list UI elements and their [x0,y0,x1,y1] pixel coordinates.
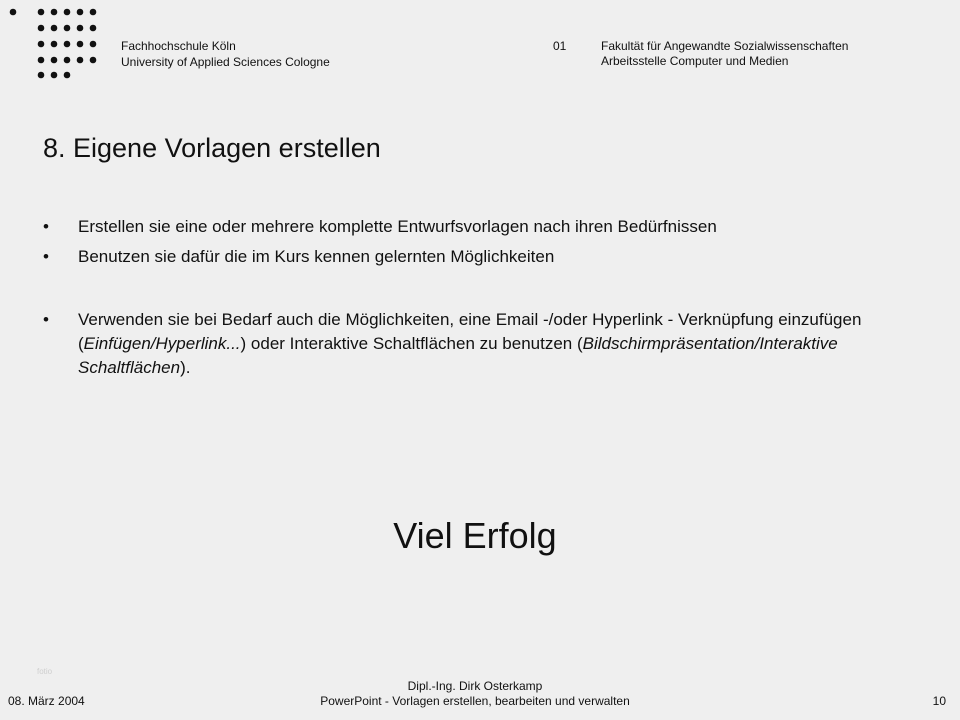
header-number: 01 [553,39,567,53]
faculty-name: Fakultät für Angewandte Sozialwissenschaften [601,39,849,53]
page-number: 10 [932,694,946,708]
bullet-item [43,308,893,380]
footer-author: Dipl.-Ing. Dirk Osterkamp [407,679,543,693]
bullet-text: Verwenden sie bei Bedarf auch die Möglichkeiten, eine Email -/oder Hyperlink - Verknüpfung einzufügen ( [78,310,862,353]
bullet-list [43,215,893,275]
watermark: fotio [37,667,53,676]
department-name: Arbeitsstelle Computer und Medien [601,54,789,68]
fh-koeln-dot-logo-icon [0,0,110,90]
bullet-item: • Erstellen sie eine oder mehrere komplette Entwurfsvorlagen nach ihren Bedürfnissen [43,215,893,239]
menu-path-action-buttons: Bildschirmpräsentation/Interaktive Schaltflächen [78,334,838,377]
closing-message: Viel Erfolg [393,515,557,556]
bullet-text: ) oder Interaktive Schaltflächen zu benutzen ( [240,334,583,353]
footer-date: 08. März 2004 [8,694,85,708]
institution-name-de: Fachhochschule Köln [121,39,236,53]
bullet-list-2 [43,308,893,380]
bullet-item: • Benutzen sie dafür die im Kurs kennen gelernten Möglichkeiten [43,245,893,269]
institution-name-en: University of Applied Sciences Cologne [121,55,330,69]
footer-course: PowerPoint - Vorlagen erstellen, bearbeiten und verwalten [320,694,630,708]
slide-title: 8. Eigene Vorlagen erstellen [43,133,381,163]
menu-path-hyperlink: Einfügen/Hyperlink... [83,334,241,353]
bullet-text: ). [180,358,191,377]
